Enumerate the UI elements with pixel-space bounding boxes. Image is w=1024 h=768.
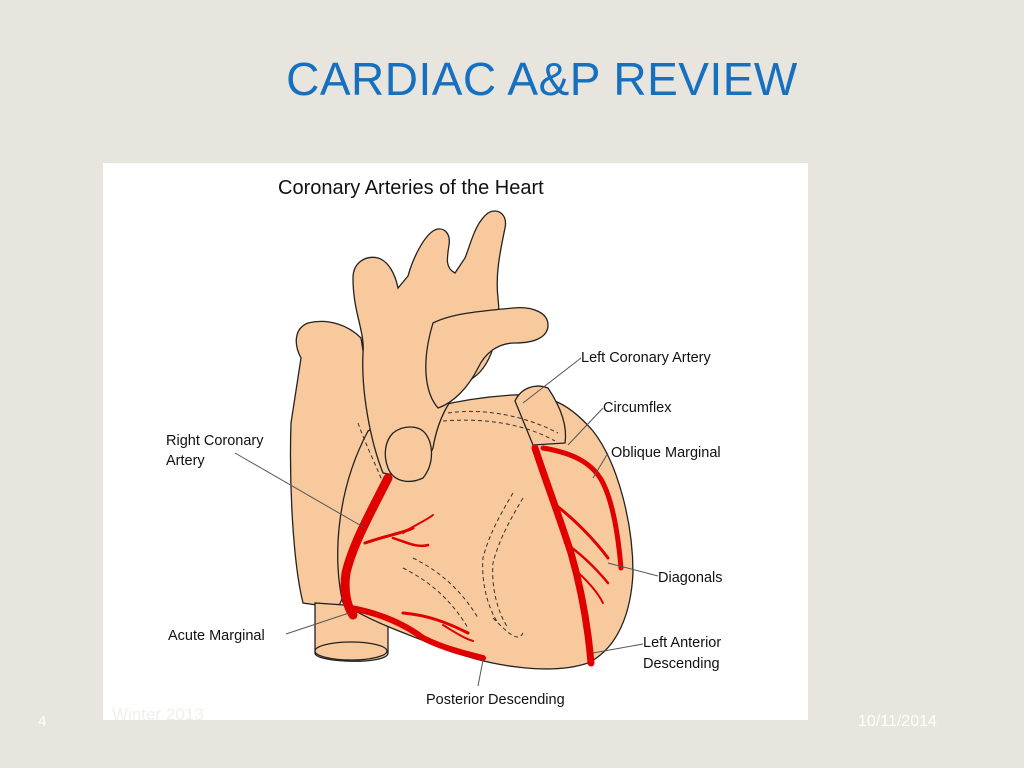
label-circumflex: Circumflex bbox=[603, 400, 672, 416]
footer-term: Winter 2013 bbox=[112, 705, 204, 724]
label-acute-marginal: Acute Marginal bbox=[168, 628, 265, 644]
coronary-arteries-figure bbox=[103, 163, 808, 720]
slide-title: CARDIAC A&P REVIEW bbox=[286, 53, 798, 105]
heart-diagram-svg bbox=[103, 163, 808, 720]
slide-number: 4 bbox=[38, 713, 47, 730]
label-oblique-marginal: Oblique Marginal bbox=[611, 445, 721, 461]
ivc-opening bbox=[315, 642, 387, 660]
aortic-root bbox=[385, 427, 431, 481]
label-diagonals: Diagonals bbox=[658, 570, 723, 586]
label-left-anterior-descending-line1: Left Anterior bbox=[643, 635, 722, 651]
diagram-heading: Coronary Arteries of the Heart bbox=[278, 177, 544, 199]
label-right-coronary-artery-line2: Artery bbox=[166, 453, 205, 469]
label-posterior-descending: Posterior Descending bbox=[426, 692, 565, 708]
footer-date: 10/11/2014 bbox=[858, 713, 937, 730]
label-right-coronary-artery-line1: Right Coronary bbox=[166, 433, 264, 449]
label-left-anterior-descending-line2: Descending bbox=[643, 656, 720, 672]
label-left-coronary-artery: Left Coronary Artery bbox=[581, 350, 711, 366]
